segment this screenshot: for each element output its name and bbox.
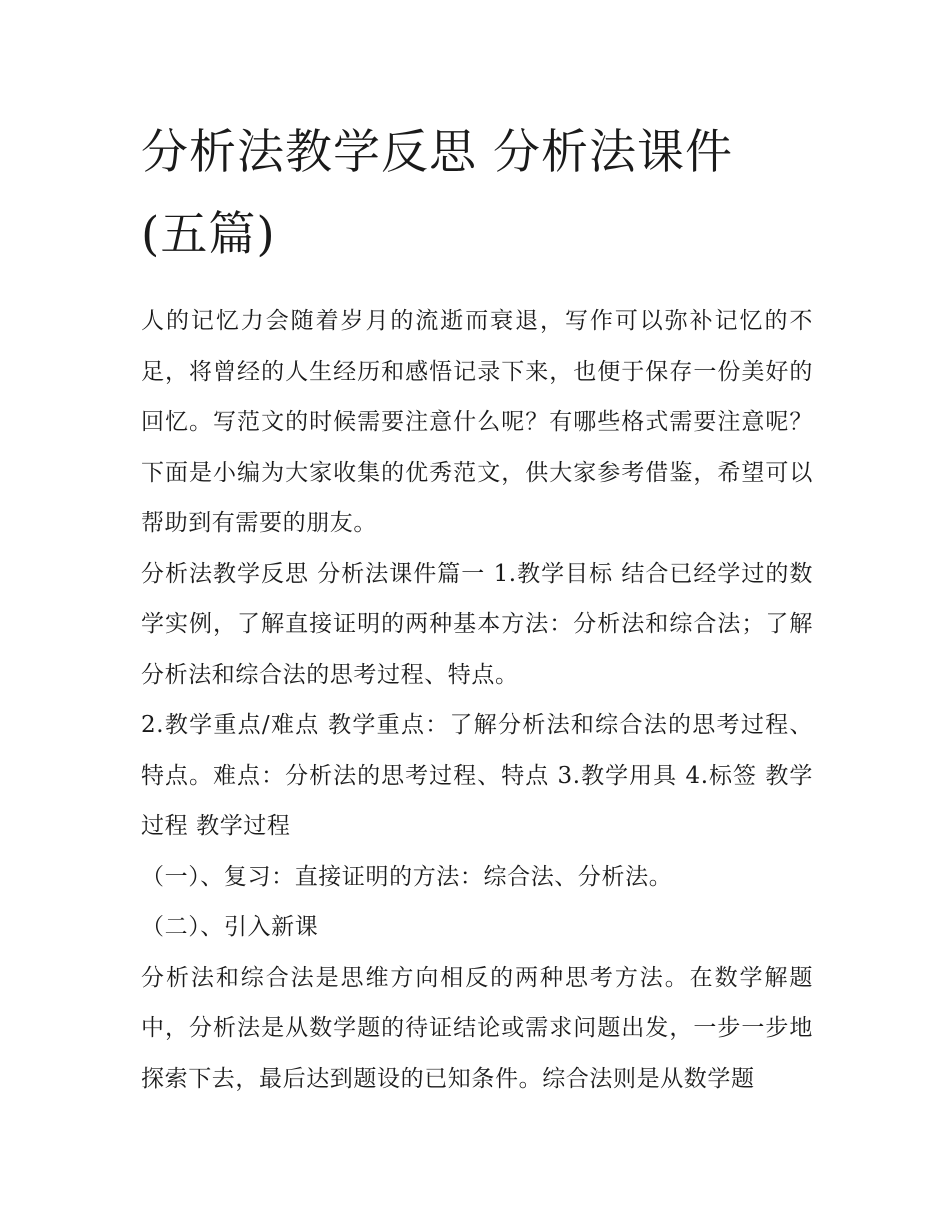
paragraph-new-lesson: （二）、引入新课 xyxy=(141,914,319,940)
document-title: 分析法教学反思 分析法课件(五篇) xyxy=(141,125,733,262)
paragraph-key-points: 2.教学重点/难点 教学重点：了解分析法和综合法的思考过程、特点。难点：分析法的思考过程、特点 3.教学用具 4.标签 教学过程 教学过程 xyxy=(141,712,813,839)
paragraph-analysis-method: 分析法和综合法是思维方向相反的两种思考方法。在数学解题中，分析法是从数学题的待证结论或需求问题出发，一步一步地探索下去，最后达到题设的已知条件。综合法则是从数学题 xyxy=(141,964,813,1092)
paragraph-intro: 人的记忆力会随着岁月的流逝而衰退，写作可以弥补记忆的不足，将曾经的人生经历和感悟记录下来，也便于保存一份美好的回忆。写范文的时候需要注意什么呢？有哪些格式需要注意呢？下面是小编为大家收集的优秀范文，供大家参考借鉴，希望可以帮助到有需要的朋友。 xyxy=(141,308,813,536)
paragraph-review: （一）、复习：直接证明的方法：综合法、分析法。 xyxy=(141,863,673,890)
paragraph-teaching-goals: 分析法教学反思 分析法课件篇一 1.教学目标 结合已经学过的数学实例，了解直接证明的两种基本方法：分析法和综合法；了解分析法和综合法的思考过程、特点。 xyxy=(141,560,813,688)
document-body xyxy=(141,112,813,1104)
